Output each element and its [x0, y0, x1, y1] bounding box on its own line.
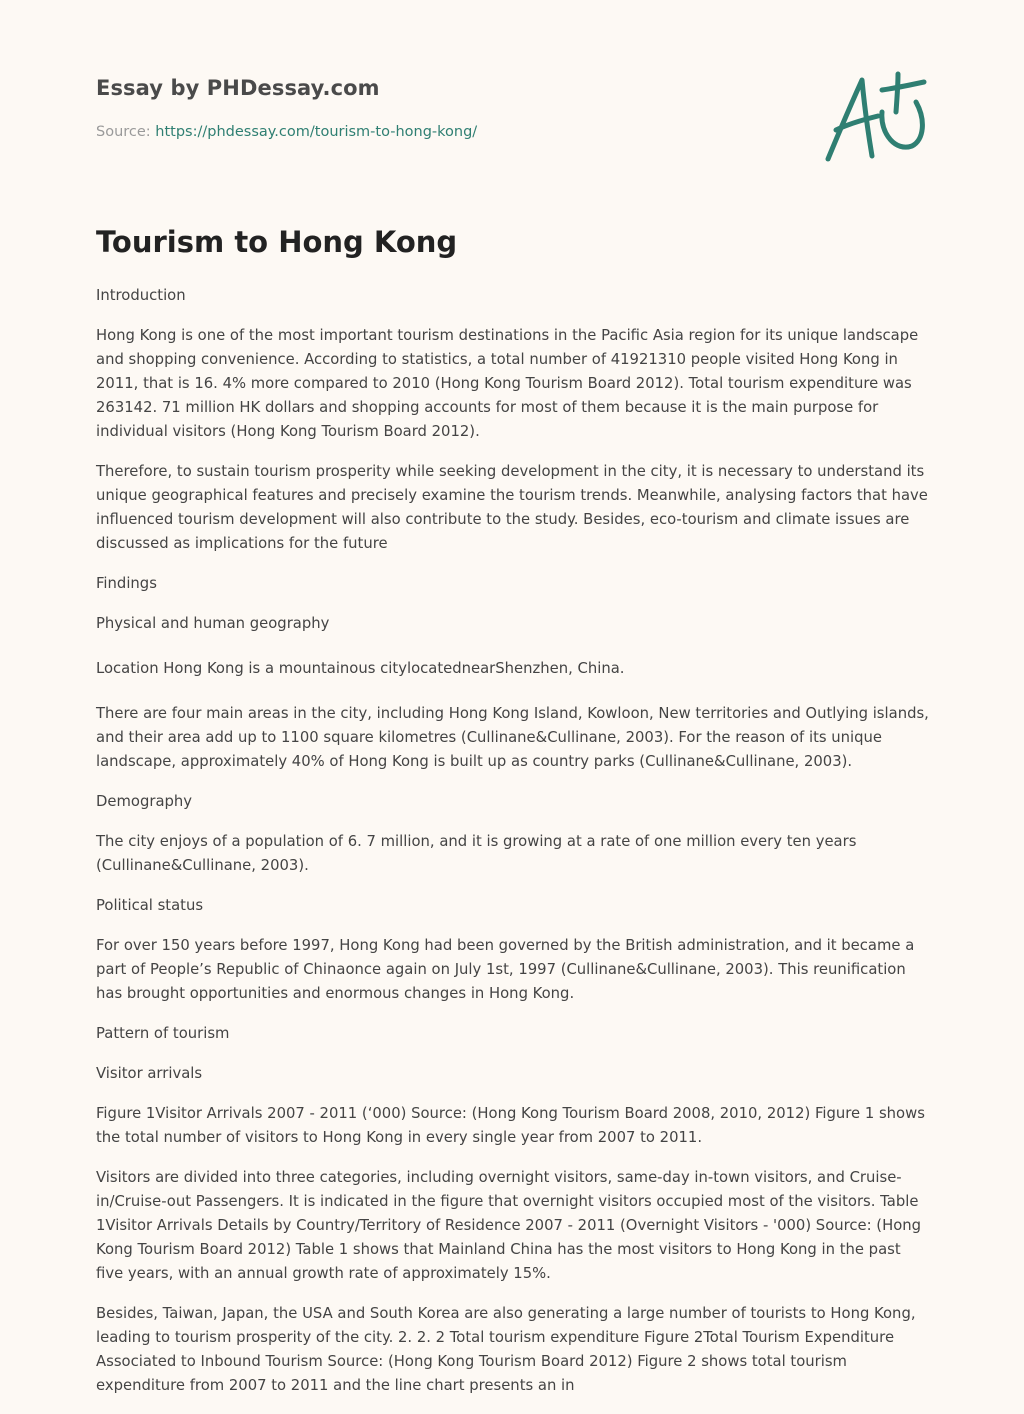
source-label: Source:: [96, 124, 156, 140]
paragraph: Pattern of tourism: [96, 1025, 230, 1042]
essay-title: Tourism to Hong Kong: [96, 225, 458, 259]
a-plus-logo-icon: [818, 68, 930, 166]
paragraph: Introduction: [96, 287, 186, 304]
paragraph: The city enjoys of a population of 6. 7 million, and it is growing at a rate of one million every ten years (Cullinane&Cullinane, 2003).: [96, 833, 857, 874]
paragraph: Besides, Taiwan, Japan, the USA and South Korea are also generating a large number of tourists to Hong Kong, leading to tourism prosperity of the city. 2. 2. 2 Total tourism expenditure Figure 2Total Tourism Expenditure Associated to Inbound Tourism Source: (Hong Kong Tourism Board 2012) Figure 2 shows total tourism expenditure from 2007 to 2011 and the line chart presents an in: [96, 1305, 916, 1394]
paragraph: For over 150 years before 1997, Hong Kong had been governed by the British administration, and it became a part of People’s Republic of Chinaonce again on July 1st, 1997 (Cullinane&Cullinane, 2003). This reunification has brought opportunities and enormous changes in Hong Kong.: [96, 937, 915, 1002]
paragraph: Political status: [96, 897, 204, 914]
paragraph: Visitors are divided into three categories, including overnight visitors, same-day in-town visitors, and Cruise-in/Cruise-out Passengers. It is indicated in the figure that overnight visitors occupied most of the visitors. Table 1Visitor Arrivals Details by Country/Territory of Residence 2007 - 2011 (Overnight Visitors - '000) Source: (Hong Kong Tourism Board 2012) Table 1 shows that Mainland China has the most visitors to Hong Kong in the past five years, with an annual growth rate of approximately 15%.: [96, 1169, 922, 1282]
source-line: [96, 124, 477, 140]
paragraph: Hong Kong is one of the most important tourism destinations in the Pacific Asia region for its unique landscape and shopping convenience. According to statistics, a total number of 41921310 people visited Hong Kong in 2011, that is 16. 4% more compared to 2010 (Hong Kong Tourism Board 2012). Total tourism expenditure was 263142. 71 million HK dollars and shopping accounts for most of them because it is the main purpose for individual visitors (Hong Kong Tourism Board 2012).: [96, 327, 919, 440]
paragraph: Location Hong Kong is a mountainous citylocatednearShenzhen, China.: [96, 660, 625, 677]
site-title: Essay by PHDessay.com: [96, 76, 380, 100]
essay-body: [96, 284, 932, 1414]
paragraph: Physical and human geography: [96, 615, 330, 632]
paragraph: Demography: [96, 793, 193, 810]
paragraph: Visitor arrivals: [96, 1065, 203, 1082]
paragraph: There are four main areas in the city, including Hong Kong Island, Kowloon, New territories and Outlying islands, and their area add up to 1100 square kilometres (Cullinane&Cullinane, 2003). For the reason of its unique landscape, approximately 40% of Hong Kong is built up as country parks (Cullinane&Cullinane, 2003).: [96, 705, 929, 770]
paragraph: Figure 1Visitor Arrivals 2007 - 2011 (‘000) Source: (Hong Kong Tourism Board 2008, 2010, 2012) Figure 1 shows the total number of visitors to Hong Kong in every single year from 2007 to 2011.: [96, 1105, 925, 1146]
paragraph: Findings: [96, 575, 157, 592]
paragraph: Therefore, to sustain tourism prosperity while seeking development in the city, it is necessary to understand its unique geographical features and precisely examine the tourism trends. Meanwhile, analysing factors that have influenced tourism development will also contribute to the study. Besides, eco-tourism and climate issues are discussed as implications for the future: [96, 463, 928, 552]
source-link[interactable]: https://phdessay.com/tourism-to-hong-kong/: [155, 124, 478, 140]
